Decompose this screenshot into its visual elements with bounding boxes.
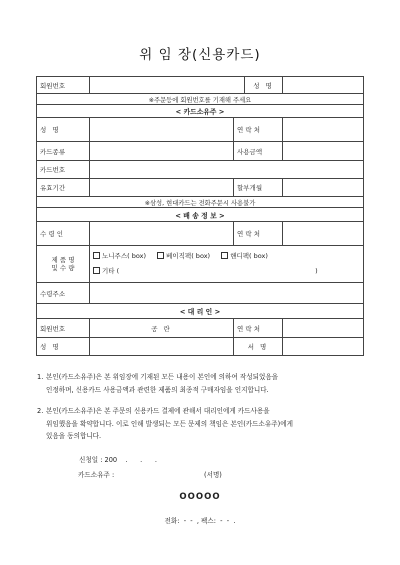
delivery-contact-label: 연 락 처 (234, 222, 283, 246)
company-name: OOOOO (179, 492, 221, 502)
amount-field[interactable] (283, 142, 364, 161)
holder-name-label: 성 명 (37, 118, 90, 142)
option-label: 노니주스( box) (102, 252, 147, 260)
card-no-field[interactable] (90, 161, 364, 179)
agent-member-no-blank: 공 란 (90, 319, 234, 338)
card-holder-section-header: < 카드소유주 > (37, 105, 364, 118)
option-other-close: ) (315, 267, 318, 275)
agent-name-field[interactable] (90, 338, 234, 356)
option-other-label: 기타 ( (102, 267, 120, 275)
option-handy-pack[interactable] (221, 252, 268, 260)
holder-contact-field[interactable] (283, 118, 364, 142)
checkbox-icon[interactable] (221, 252, 228, 259)
member-name-label: 성 명 (245, 77, 283, 94)
member-no-field[interactable] (90, 77, 245, 94)
statement-line: 인정하며, 신용카드 사용금액과 관련한 제품의 최종적 구매자임을 인지합니다. (46, 385, 269, 394)
holder-name-field[interactable] (90, 118, 234, 142)
delivery-contact-field[interactable] (283, 222, 364, 246)
agent-signature-label: 서 명 (234, 338, 283, 356)
card-type-field[interactable] (90, 142, 234, 161)
statement-line: 있음을 동의합니다. (46, 432, 102, 440)
card-type-label: 카드종류 (37, 142, 90, 161)
checkbox-icon[interactable] (93, 252, 100, 259)
member-name-field[interactable] (283, 77, 364, 94)
option-other[interactable] (93, 264, 360, 279)
member-no-label: 회원번호 (37, 77, 90, 94)
statement-number: 1. (37, 373, 44, 381)
card-holder-label: 카드소유주 : (78, 471, 115, 479)
agent-name-label: 성 명 (37, 338, 90, 356)
recipient-field[interactable] (90, 222, 234, 246)
application-date: 신청일 : 200 . . . (79, 456, 157, 464)
installment-label: 할부개월 (234, 179, 283, 197)
option-label: 베이직팩( box) (166, 252, 211, 260)
checkbox-icon[interactable] (93, 267, 100, 274)
product-qty-label (37, 246, 90, 283)
option-noni-juice[interactable] (93, 252, 146, 260)
statement-number: 2. (37, 407, 44, 415)
checkbox-icon[interactable] (157, 252, 164, 259)
proxy-form-table (36, 76, 364, 356)
address-field[interactable] (90, 283, 364, 304)
expiry-field[interactable] (90, 179, 234, 197)
statement-line: 본인(카드소유주)은 본 위임장에 기재된 모든 내용이 본인에 의하여 작성되었음을 (46, 373, 279, 381)
amount-label: 사용금액 (234, 142, 283, 161)
agent-contact-field[interactable] (283, 319, 364, 338)
holder-contact-label: 연 락 처 (234, 118, 283, 142)
statement-line: 본인(카드소유주)은 본 주문의 신용카드 결제에 관해서 대리인에게 카드사용을 (46, 407, 270, 415)
statement-1 (37, 371, 367, 396)
agent-member-no-label: 회원번호 (37, 319, 90, 338)
option-basic-pack[interactable] (157, 252, 210, 260)
agent-section-header: < 대 리 인 > (37, 304, 364, 319)
statement-line: 위임했음을 확약합니다. 이로 인해 발생되는 모든 문제의 책임은 본인(카드소유주)에게 (46, 419, 293, 428)
card-no-label: 카드번호 (37, 161, 90, 179)
product-label-line1: 제 품 명 (51, 256, 75, 264)
signature-mark: (서명) (204, 471, 222, 479)
member-no-notice: ※주문등에 회원번호를 기재해 주세요 (37, 94, 364, 105)
delivery-section-header: < 배 송 정 보 > (37, 208, 364, 222)
recipient-label: 수 령 인 (37, 222, 90, 246)
address-label: 수령주소 (37, 283, 90, 304)
option-label: 핸디팩( box) (230, 252, 268, 260)
expiry-label: 유효기간 (37, 179, 90, 197)
card-notice: ※삼성, 현대카드는 전화주문시 사용불가 (37, 197, 364, 208)
product-label-line2: 및 수 량 (51, 264, 75, 272)
statement-2 (37, 405, 367, 443)
agent-contact-label: 연 락 처 (234, 319, 283, 338)
document-title: 위 임 장(신용카드) (139, 47, 261, 63)
product-options (90, 246, 364, 283)
contact-line: 전화: - - , 팩스: - - . (164, 517, 236, 525)
installment-field[interactable] (283, 179, 364, 197)
agent-signature-field[interactable] (283, 338, 364, 356)
